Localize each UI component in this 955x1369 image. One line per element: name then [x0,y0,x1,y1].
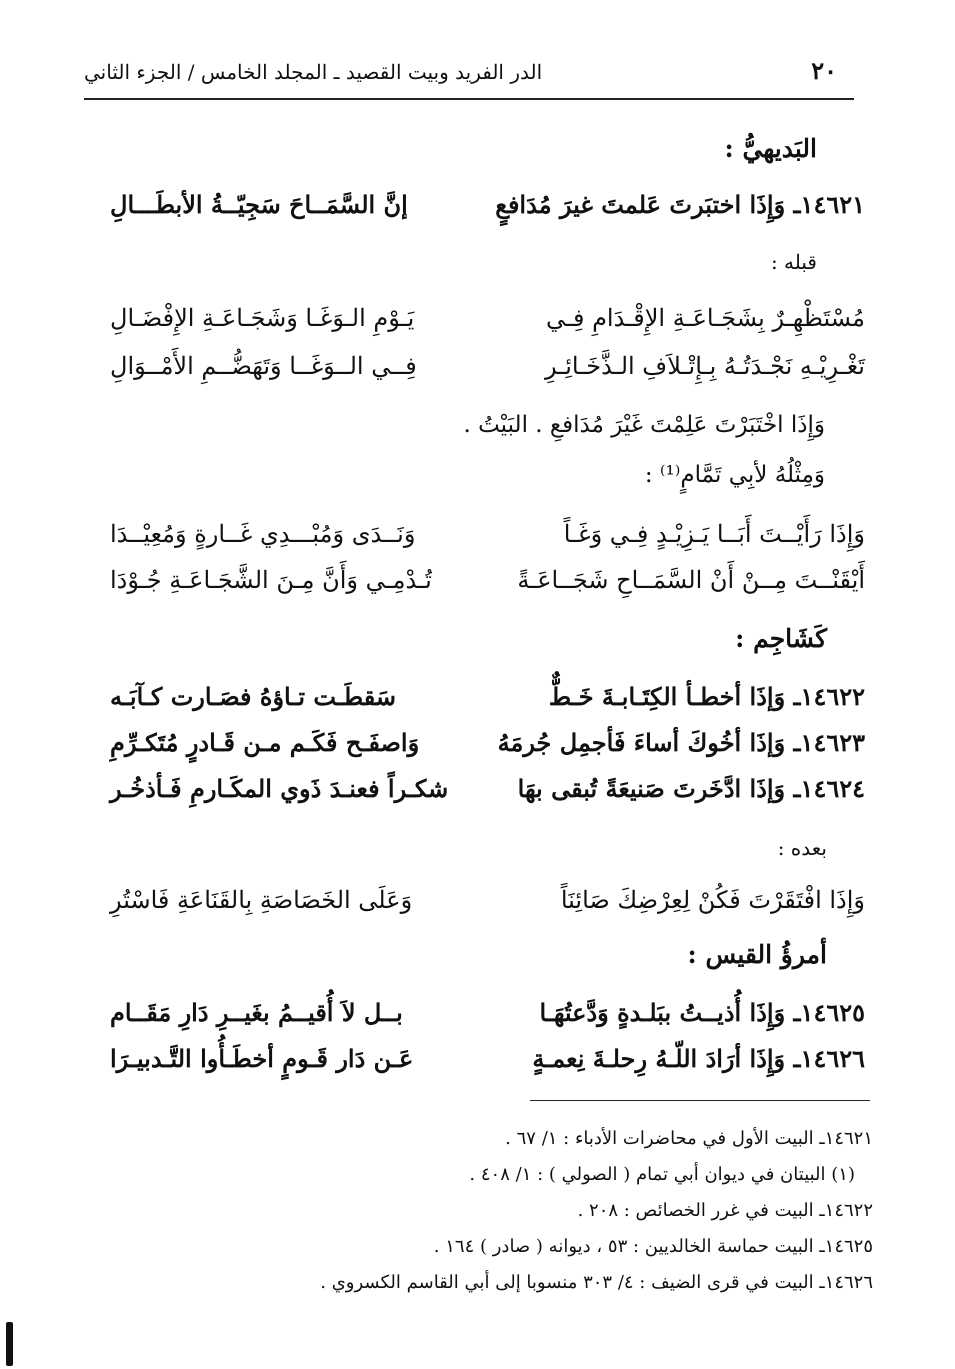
abu-tammam-verse-2-right: أَيْقَنْــتَ مِــنْ أَنْ السَّمَــاحِ شَجَــاعَـةً [517,566,865,594]
quoted-verse-1-right: مُسْتَظْهِـرٌ بِشَجَـاعَـةِ الإِقْـدَامِ فِـي [545,304,865,332]
following-verse-left: وَعَلَى الخَصَاصَةِ بِالقَنَاعَةِ فَاسْتُرِ [110,886,413,914]
abu-tammam-verse-1-left: وَنَــدَى وَمُبْـــدِي غَــارةٍ وَمُعِيْــدَا [110,520,416,548]
footnote-4: ١٤٦٢٥ـ البيت حماسة الخالديين : ٥٣ ، ديوانه ( صادر ) ١٦٤ . [433,1236,873,1257]
verse-14625-right-hemistich: ١٤٦٢٥ـ وَإِذَا أُذيــتُ ببَلـدةٍ وَدَّعتُهَـا [539,998,865,1027]
footnote-divider [530,1100,870,1101]
verse-14621-left-hemistich: إنَّ السَّمَــاحَ سَجِيّــةُ الأبطَـــالِ [110,190,408,219]
verse-14626-right-hemistich: ١٤٦٢٦ـ وَإِذَا أرَادَ اللّـهُ رِحلـةَ نِعمـةٍ [532,1044,865,1073]
abu-tammam-verse-2-left: تُـدْمِـي وَأَنَّ مِـنَ الشَّجَـاعَـةِ جُـوْدَا [110,566,432,594]
abu-tammam-verse-1-right: وَإِذَا رَأَيْــتَ أَبَــا يَـزِيْـدٍ فِـي وَغَـاً [563,520,865,548]
verse-reference-line: وَإِذَا اخْتَبَرْتَ عَلِمْتَ غَيْرَ مُدَافعِ . البَيْتُ . [463,412,825,438]
footnote-1: ١٤٦٢١ـ البيت الأول في محاضرات الأدباء : ١/ ٦٧ . [505,1128,873,1149]
after-label: بعده : [777,836,827,860]
section-heading-kushajim: كَشَاجِم : [735,624,827,653]
verse-14621-right-hemistich: ١٤٦٢١ـ وَإِذَا اختبَرتَ عَلمتَ غيرَ مُدَافعٍ [495,190,865,219]
footnote-5: ١٤٦٢٦ـ البيت في قرى الضيف : ٤/ ٣٠٣ منسوبا إلى أبي القاسم الكسروي . [320,1272,873,1293]
section-heading-badihi: البَديهيُّ : [724,134,817,163]
similar-verse-intro: وَمِثْلُهُ لأبِي تَمَّامٍ⁽¹⁾ : [644,462,825,488]
quoted-verse-2-left: فِــي الــوَغَــا وَتَهَضُّــمِ الأَمْــوَالِ [110,352,417,380]
verse-14624-right-hemistich: ١٤٦٢٤ـ وَإذَا ادَّخَرتَ صَنيعَةً تُبقى بهَا [517,774,865,803]
verse-14624-left-hemistich: شكـراً فعنـدَ ذَوي المكَـارمِ فَـأذخُـر [110,774,449,803]
footnote-2: (١) البيتان في ديوان أبي تمام ( الصولي ) : ١/ ٤٠٨ . [469,1164,855,1185]
header-divider [84,98,854,100]
footnote-3: ١٤٦٢٢ـ البيت في غرر الخصائص : ٢٠٨ . [577,1200,873,1221]
running-header-title: الدر الفريد وبيت القصيد ـ المجلد الخامس / الجزء الثاني [84,60,543,84]
quoted-verse-2-right: تَغْـرِيْـهِ نَجْـدَتُـهُ بِـإِتْـلاَفِ الـذَّخَـائِـرِ [544,352,865,380]
verse-14622-left-hemistich: سَقطَـت تـاؤهُ فصَـارت كـآبَـه [110,682,396,711]
verse-14623-left-hemistich: وَاصفَـح فَكَـم مـن قَـادرٍ مُتَكـرِّمِ [110,728,420,757]
following-verse-right: وَإِذَا افْتَقَرْتَ فَكُنْ لِعِرْضِكَ صَائِنَاً [560,886,865,914]
verse-14622-right-hemistich: ١٤٦٢٢ـ وَإذَا أخطـأ الكِتَـابـةَ خَـطٌّ [548,682,865,711]
page-number: ٢٠ [811,56,837,85]
verse-14623-right-hemistich: ١٤٦٢٣ـ وَإذَا أخُوكَ أساءَ فَأجمِل جُرمَهُ [497,728,865,757]
verse-14625-left-hemistich: بــل لاَ أُقيــمُ بغَيــرِ دَارِ مَقَــام [110,998,403,1027]
quoted-verse-1-left: يَـوْمِ الـوَغَـا وَشَجَـاعَـةِ الإِفْضَـالِ [110,304,415,332]
scan-edge-mark [6,1322,13,1366]
verse-14626-left-hemistich: عَـن دَار قَـومٍ أخطَـأُوا التَّـدبيـرَا [110,1044,414,1073]
before-label: قبله : [770,250,817,274]
section-heading-imru-alqays: أمرؤُ القيس : [687,940,827,969]
